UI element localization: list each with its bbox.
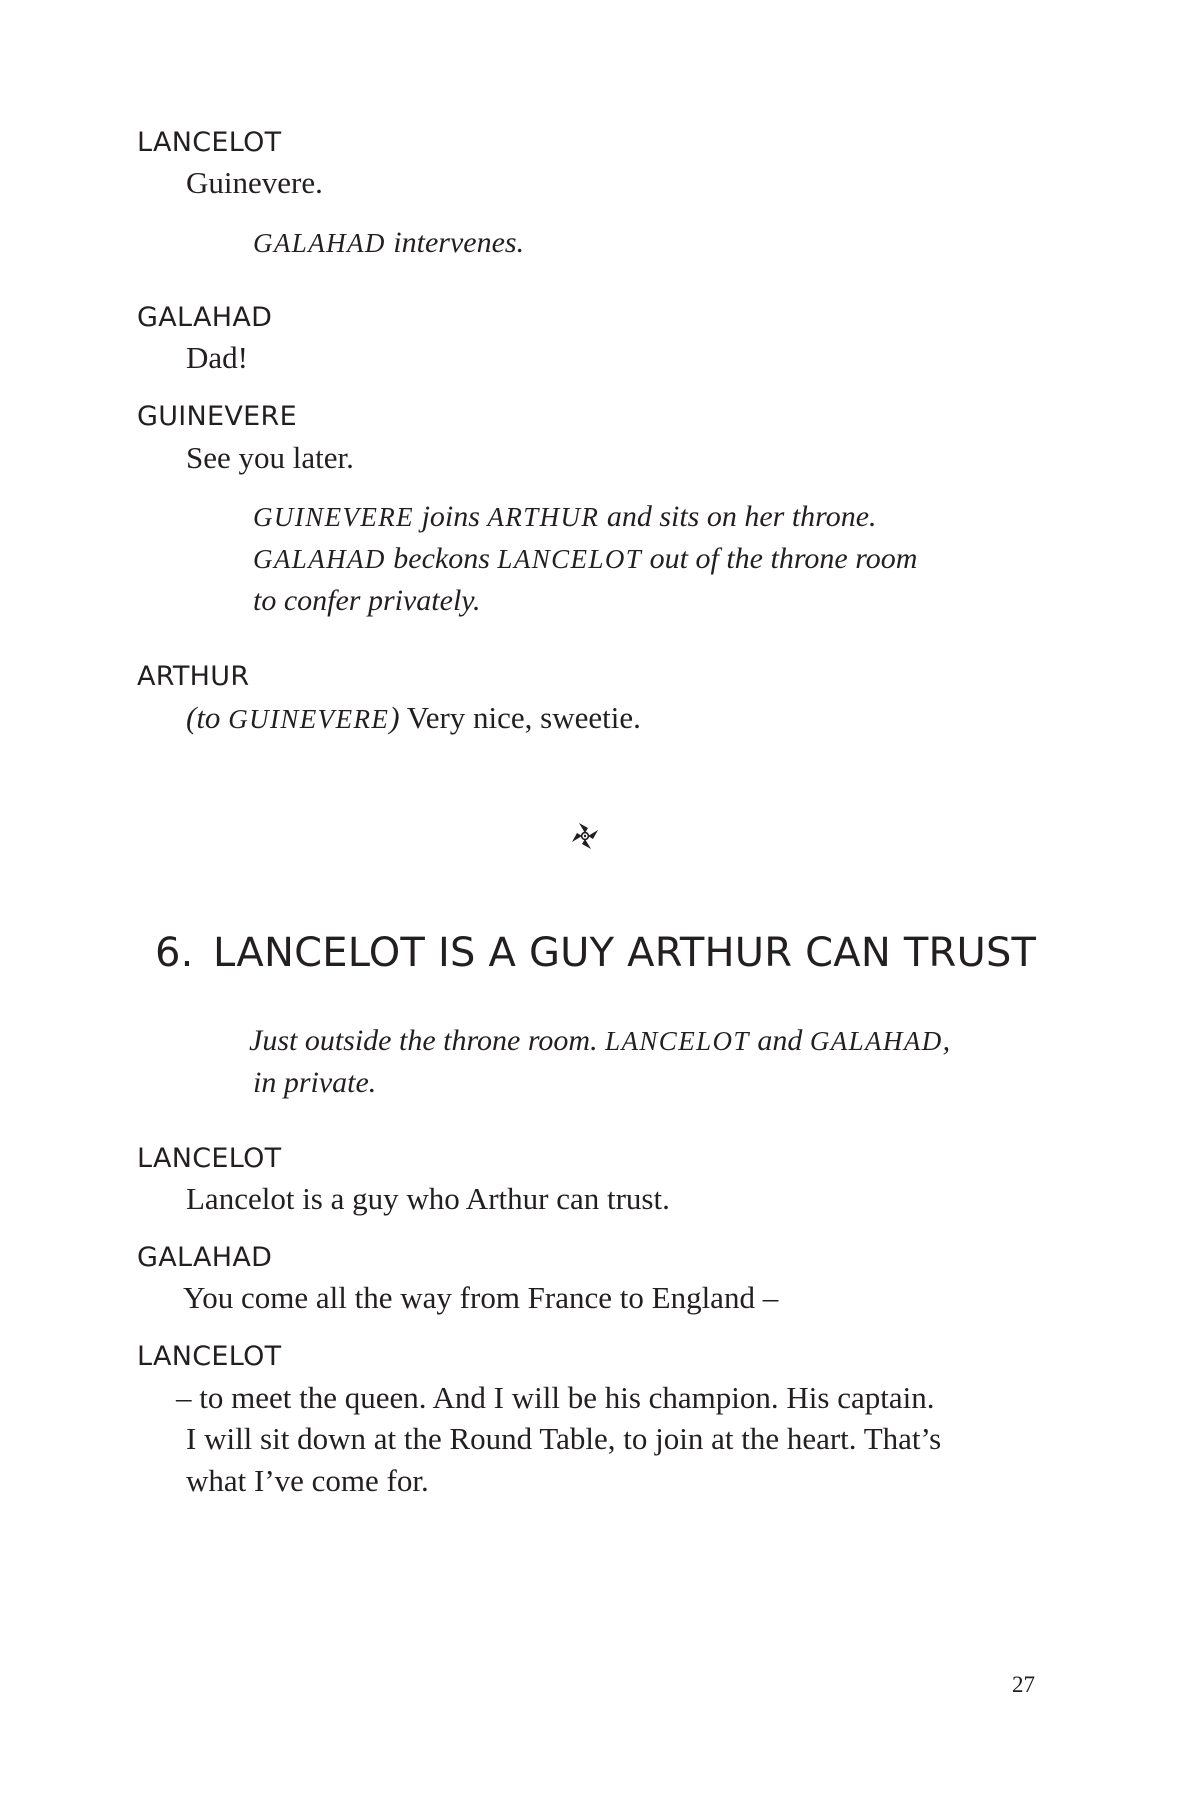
speaker-name: GALAHAD [137, 302, 273, 333]
stage-direction [253, 496, 877, 538]
stage-direction: in private. [253, 1066, 377, 1099]
scene-number: 6. [155, 930, 194, 976]
stage-direction [253, 222, 524, 264]
stage-direction [253, 538, 917, 580]
direction-text: , [942, 1024, 951, 1057]
dialogue-line: Guinevere. [186, 165, 323, 200]
speaker-name: ARTHUR [137, 661, 250, 692]
dialogue-line: what I’ve come for. [186, 1463, 429, 1498]
dialogue-line: Lancelot is a guy who Arthur can trust. [186, 1181, 670, 1216]
direction-text: joins [414, 500, 488, 533]
direction-text: beckons [385, 542, 498, 575]
direction-text: and [749, 1024, 810, 1057]
scene-title: LANCELOT IS A GUY ARTHUR CAN TRUST [213, 930, 1037, 976]
character-name: GALAHAD [253, 228, 386, 258]
direction-text: intervenes. [385, 226, 525, 259]
character-name: LANCELOT [497, 544, 643, 574]
character-name: GUINEVERE [228, 704, 390, 734]
speaker-name: GALAHAD [137, 1242, 273, 1273]
speaker-name: LANCELOT [137, 1143, 282, 1174]
scene-heading [155, 929, 1036, 977]
dialogue-line: You come all the way from France to England – [183, 1280, 779, 1315]
character-name: ARTHUR [487, 502, 600, 532]
paren-close: ) [389, 700, 400, 735]
dialogue-line: Dad! [186, 340, 248, 375]
dialogue-line: I will sit down at the Round Table, to join at the heart. That’s [186, 1421, 942, 1456]
character-name: GUINEVERE [253, 502, 415, 532]
direction-text: and sits on her throne. [599, 500, 877, 533]
dialogue-line: – to meet the queen. And I will be his champion. His captain. [176, 1380, 935, 1415]
speaker-name: LANCELOT [137, 127, 282, 158]
dialogue-line [186, 697, 641, 740]
speaker-name: GUINEVERE [137, 401, 297, 432]
dialogue-text: Very nice, sweetie. [399, 700, 641, 735]
character-name: LANCELOT [605, 1026, 750, 1056]
direction-text: Just outside the throne room. [249, 1024, 606, 1057]
pinwheel-ornament-icon [569, 820, 601, 852]
stage-direction [249, 1020, 950, 1062]
stage-direction: to confer privately. [253, 584, 481, 617]
direction-text: out of the throne room [642, 542, 918, 575]
speaker-name: LANCELOT [137, 1341, 282, 1372]
paren-open: (to [186, 700, 229, 735]
dialogue-line: See you later. [186, 440, 354, 475]
character-name: GALAHAD [809, 1026, 943, 1056]
page-number: 27 [1012, 1672, 1035, 1697]
character-name: GALAHAD [253, 544, 386, 574]
